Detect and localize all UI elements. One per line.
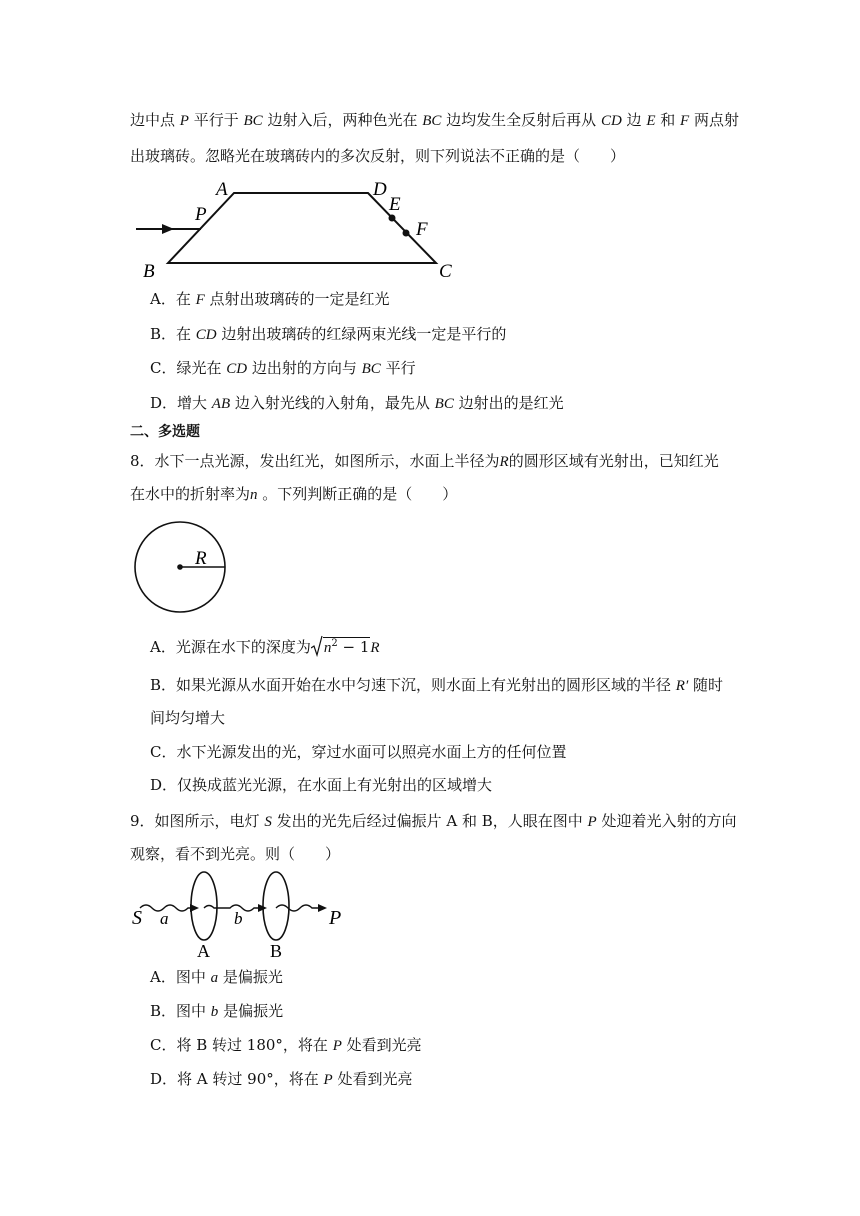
label-p-target: P [329,907,342,929]
point-f-dot [403,230,410,237]
center-dot [177,564,183,570]
q7-trapezoid-figure [130,172,470,284]
incident-arrow-icon [162,224,174,234]
q8-option-b-line-2: 间均匀增大 [150,709,226,727]
q9-polarizer-figure [130,868,350,960]
label-s: S [132,907,142,929]
q9-option-a: A．图中 a 是偏振光 [150,968,283,986]
label-f: F [416,219,428,240]
label-p: P [195,204,207,225]
sqrt-sign-icon [311,635,323,657]
polarizer-a [191,872,217,940]
sqrt-expression: $n^2 - 1$ [311,633,371,659]
q7-option-a: A．在 F 点射出玻璃砖的一定是红光 [150,290,390,308]
q7-stem-line-1: 边中点 P 平行于 BC 边射入后，两种色光在 BC 边均发生全反射后再从 CD 边 E 和 F 两点射 [130,111,739,129]
q8-option-c: C．水下光源发出的光，穿过水面可以照亮水面上方的任何位置 [150,743,567,761]
q9-option-c: C．将 B 转过 180°，将在 P 处看到光亮 [150,1036,422,1054]
label-c: C [439,261,452,282]
label-b: B [143,261,155,282]
q7-option-c: C．绿光在 CD 边出射的方向与 BC 平行 [150,359,416,377]
label-a-lower: a [160,909,169,928]
label-polarizer-b: B [270,941,283,960]
q8-circle-figure [130,520,234,616]
label-a: A [216,179,228,200]
q9-option-b: B．图中 b 是偏振光 [150,1002,284,1020]
q7-option-b: B．在 CD 边射出玻璃砖的红绿两束光线一定是平行的 [150,325,507,343]
q8-stem-line-2: 在水中的折射率为n 。下列判断正确的是（ ） [130,485,458,503]
arrow-out-icon [318,904,327,912]
label-b-lower: b [234,909,243,928]
label-d: D [373,179,387,200]
label-e: E [389,194,401,215]
q7-option-d: D．增大 AB 边入射光线的入射角，最先从 BC 边射出的是红光 [150,394,564,412]
section-heading: 二、多选题 [130,424,200,440]
q8-option-b-line-1: B．如果光源从水面开始在水中匀速下沉，则水面上有光射出的圆形区域的半径 R′ 随时 [150,676,724,694]
label-polarizer-a: A [197,941,210,960]
radius-label: R [195,548,207,569]
q8-stem-line-1: 8．水下一点光源，发出红光，如图所示，水面上半径为R的圆形区域有光射出，已知红光 [130,452,719,470]
q9-stem-line-2: 观察，看不到光亮。则（ ） [130,845,341,863]
q9-option-d: D．将 A 转过 90°，将在 P 处看到光亮 [150,1070,413,1088]
q7-stem-line-2: 出玻璃砖。忽略光在玻璃砖内的多次反射，则下列说法不正确的是（ ） [130,147,626,165]
light-wave-out [276,905,322,911]
q9-stem-line-1: 9．如图所示，电灯 S 发出的光先后经过偏振片 A 和 B，人眼在图中 P 处迎着光入射的方向 [130,812,737,830]
q8-option-a: A．光源在水下的深度为 $n^2 - 1R$ [150,633,380,659]
point-e-dot [389,215,396,222]
q8-option-d: D．仅换成蓝光光源，在水面上有光射出的区域增大 [150,776,493,794]
